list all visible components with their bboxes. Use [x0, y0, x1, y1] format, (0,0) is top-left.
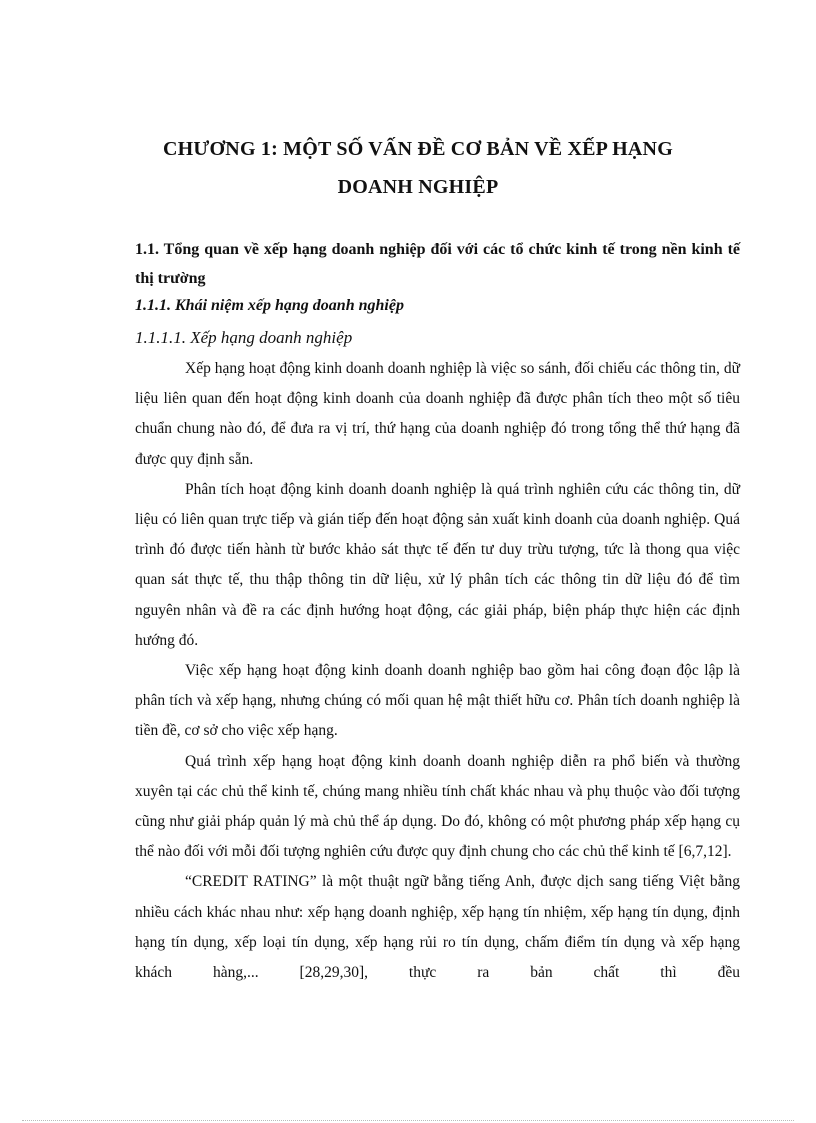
- section-heading: 1.1. Tổng quan về xếp hạng doanh nghiệp đối với các tổ chức kinh tế trong nền kinh tế thị trường: [135, 241, 740, 287]
- subsection-heading: 1.1.1. Khái niệm xếp hạng doanh nghiệp: [135, 297, 404, 314]
- chapter-title-line-1: CHƯƠNG 1: MỘT SỐ VẤN ĐỀ CƠ BẢN VỀ XẾP HẠNG: [163, 138, 673, 160]
- page-bottom-border: [22, 1120, 794, 1121]
- chapter-title-line-2: DOANH NGHIỆP: [337, 176, 499, 198]
- paragraph: Quá trình xếp hạng hoạt động kinh doanh doanh nghiệp diễn ra phổ biến và thường xuyên tại các chủ thể kinh tế, chúng mang nhiều tính chất khác nhau và phụ thuộc vào đối tượng cũng như giải pháp quản lý mà chủ thể áp dụng. Do đó, không có một phương pháp xếp hạng cụ thể nào đối với mỗi đối tượng nghiên cứu được quy định chung cho các chủ thể kinh tế [6,7,12].: [135, 752, 740, 861]
- paragraph: “CREDIT RATING” là một thuật ngữ bằng tiếng Anh, được dịch sang tiếng Việt bằng nhiều cách khác nhau như: xếp hạng doanh nghiệp, xếp hạng tín nhiệm, xếp hạng tín dụng, định hạng tín dụng, xếp loại tín dụng, xếp hạng rủi ro tín dụng, chấm điểm tín dụng và xếp hạng khách hàng,... [28,29,30], thực ra bản chất thì đều: [135, 873, 740, 982]
- paragraph: Việc xếp hạng hoạt động kinh doanh doanh nghiệp bao gồm hai công đoạn độc lập là phân tích và xếp hạng, nhưng chúng có mối quan hệ mật thiết hữu cơ. Phân tích doanh nghiệp là tiền đề, cơ sở cho việc xếp hạng.: [135, 662, 740, 740]
- chapter-title: [120, 130, 716, 206]
- paragraph: Phân tích hoạt động kinh doanh doanh nghiệp là quá trình nghiên cứu các thông tin, dữ liệu có liên quan trực tiếp và gián tiếp đến hoạt động sản xuất kinh doanh của doanh nghiệp. Quá trình đó được tiến hành từ bước khảo sát thực tế đến tư duy trừu tượng, tức là thong qua việc quan sát thực tế, thu thập thông tin dữ liệu, xử lý phân tích các thông tin dữ liệu đó để tìm nguyên nhân và đề ra các định hướng hoạt động, các giải pháp, biện pháp thực hiện các định hướng đó.: [135, 480, 740, 649]
- paragraph: Xếp hạng hoạt động kinh doanh doanh nghiệp là việc so sánh, đối chiếu các thông tin, dữ liệu liên quan đến hoạt động kinh doanh của doanh nghiệp đã được phân tích theo một số tiêu chuẩn chung nào đó, để đưa ra vị trí, thứ hạng của doanh nghiệp đó trong tổng thể thứ hạng đã được quy định sẵn.: [135, 360, 740, 468]
- body-text: [135, 354, 740, 988]
- subsubsection-heading: 1.1.1.1. Xếp hạng doanh nghiệp: [135, 328, 353, 347]
